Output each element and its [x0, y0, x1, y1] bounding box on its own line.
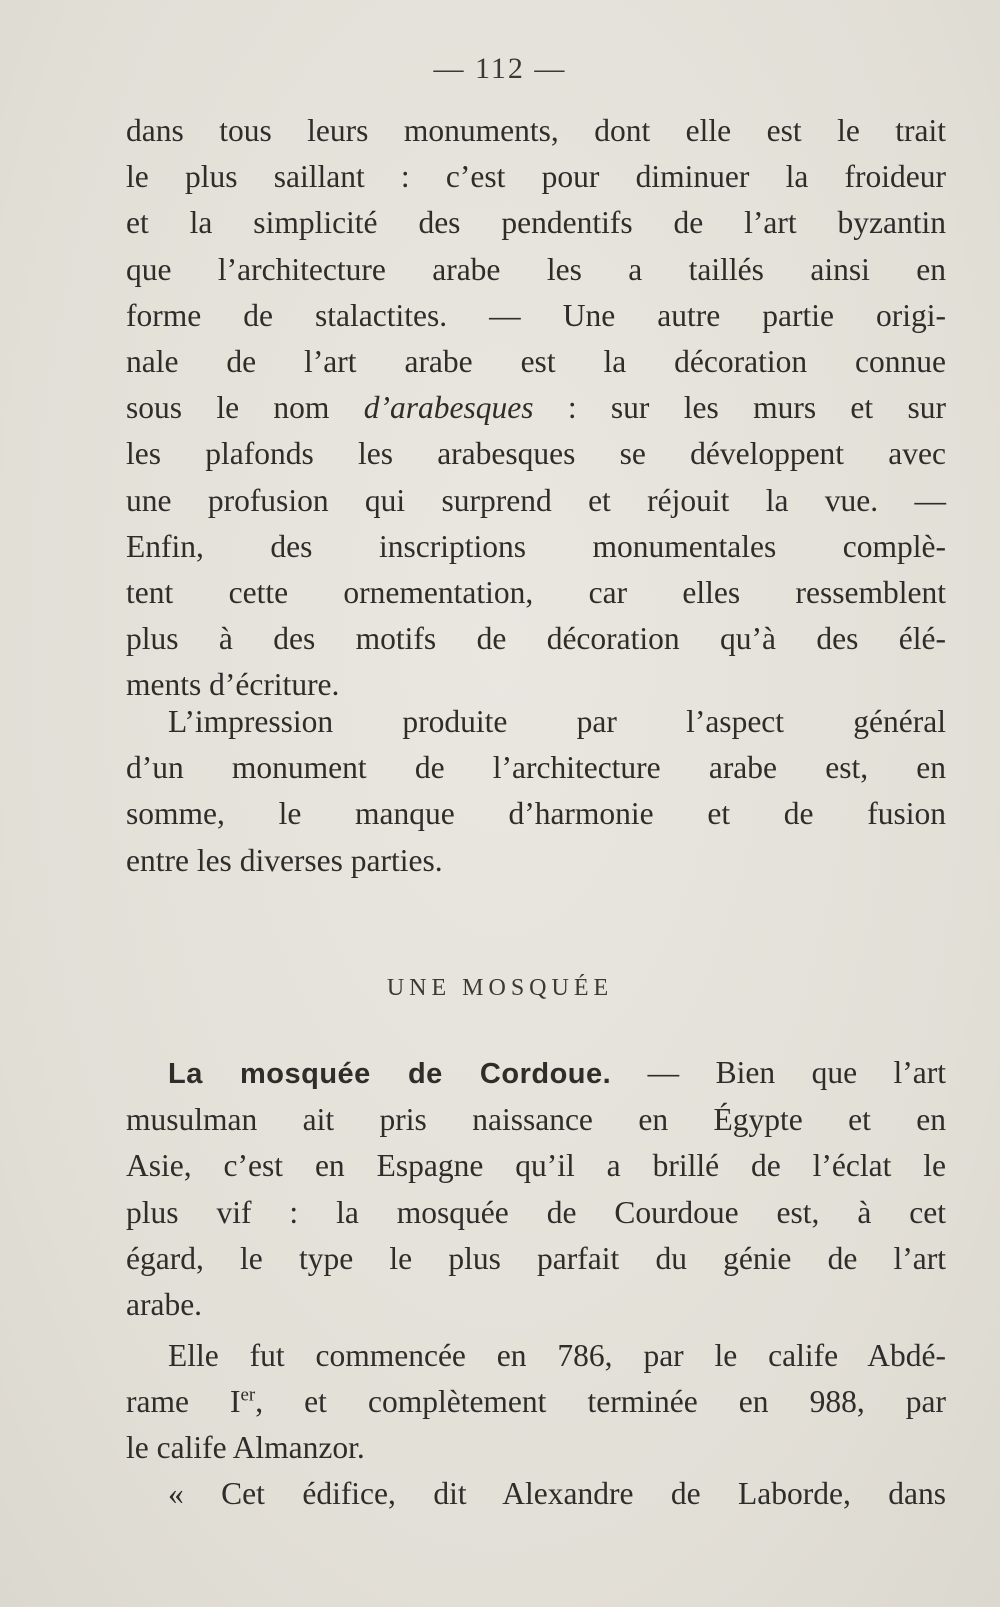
run-in-heading: La mosquée de Cordoue.	[168, 1058, 612, 1090]
text-line	[126, 1050, 946, 1097]
page-number: — 112 —	[433, 52, 567, 85]
text-line: les plafonds les arabesques se développent avec	[126, 436, 946, 472]
text-fragment: — Bien que l’art	[611, 1055, 946, 1090]
text-line: entre les diverses parties.	[126, 842, 443, 878]
text-line: Elle fut commencée en 786, par le calife Abdé-	[168, 1338, 946, 1373]
text-line: musulman ait pris naissance en Égypte et en	[126, 1102, 946, 1138]
text-line: que l’architecture arabe les a taillés ainsi en	[126, 251, 946, 287]
text-line: le plus saillant : c’est pour diminuer la froideur	[126, 159, 946, 195]
text-line: ments d’écriture.	[126, 667, 340, 703]
text-fragment: , et complètement terminée en 988, par	[255, 1384, 946, 1420]
text-line: plus vif : la mosquée de Courdoue est, à cet	[126, 1194, 946, 1230]
text-line: somme, le manque d’harmonie et de fusion	[126, 796, 946, 832]
text-line	[126, 1379, 946, 1425]
paragraph-continuation	[126, 108, 946, 709]
text-line: nale de l’art arabe est la décoration connue	[126, 344, 946, 380]
paragraph	[126, 699, 946, 884]
text-line: égard, le type le plus parfait du génie de l’art	[126, 1240, 946, 1276]
text-line: Enfin, des inscriptions monumentales complè-	[126, 528, 946, 564]
text-line: d’un monument de l’architecture arabe est, en	[126, 750, 946, 786]
paragraph	[126, 1050, 946, 1328]
italic-term: d’arabesques	[363, 390, 534, 426]
text-fragment: sous le nom	[126, 390, 364, 426]
paragraph	[126, 1471, 946, 1517]
paragraph	[126, 1333, 946, 1472]
text-fragment: rame I	[126, 1384, 241, 1420]
text-line: une profusion qui surprend et réjouit la vue. —	[126, 482, 946, 518]
text-line: « Cet édifice, dit Alexandre de Laborde, dans	[168, 1476, 946, 1511]
text-line: le calife Almanzor.	[126, 1430, 365, 1466]
text-line	[126, 385, 946, 431]
text-line: et la simplicité des pendentifs de l’art byzantin	[126, 205, 946, 241]
text-line: L’impression produite par l’aspect général	[168, 704, 946, 739]
text-line: Asie, c’est en Espagne qu’il a brillé de l’éclat le	[126, 1148, 946, 1184]
text-line: arabe.	[126, 1287, 203, 1323]
text-fragment: : sur les murs et sur	[533, 390, 946, 426]
section-heading: UNE MOSQUÉE	[386, 975, 614, 1001]
text-line: tent cette ornementation, car elles ressemblent	[126, 575, 946, 611]
text-line: dans tous leurs monuments, dont elle est le trait	[126, 113, 946, 148]
text-line: forme de stalactites. — Une autre partie origi-	[126, 297, 946, 333]
superscript: er	[240, 1384, 256, 1406]
text-line: plus à des motifs de décoration qu’à des élé-	[126, 621, 946, 657]
